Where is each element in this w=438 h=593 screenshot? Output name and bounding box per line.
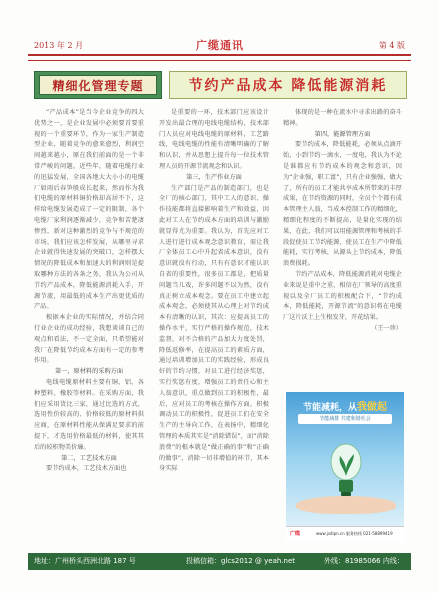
article-column-2 [159, 108, 269, 475]
energy-saving-ad [286, 392, 404, 542]
page-header [28, 36, 411, 56]
paragraph: 是重要的一环，技术部门应该设计开发出最合理的电线电缆结构，技术部门人员应对电线电缆的原材料，工艺路线，电线电缆的性能有清晰明确的了解和认识，并从思想上提升每一位技术管理人员的开源节流观念和认识。 [159, 109, 269, 170]
paragraph: 根据本企业的实际情况，并结合同行业企业的成功经验，我想谈谈自己的观点和看法，不一定全面，只希望能对我厂在降低节约成本方面有一定的参考作用。 [34, 314, 144, 365]
publication-title: 广缆通讯 [196, 39, 244, 52]
subheading: 第二，工艺技术方面 [61, 454, 117, 462]
article-headline [169, 71, 407, 99]
article-column-3 [283, 108, 402, 335]
paragraph: 要节约成本，降低能耗，必须从点滴开始，小到节约一滴水，一度电，我认为不论是谁都应有节约成本的观念和意识，因为“企业强，职工富”，只有企业强强，做大了，所有的员工才能共享成本所带来的丰厚成果，在节约资源的同时，全员个个都有成本管理主人翁，当成本控制工作的精细化，精细化程度的不断提高，是量化实现的结果，在此，我们可以用能源管理和考核的手段促使员工节约能源，使员工在生产中降低能耗，实行考核，从源头上节约成本，降低浪费损耗。 [283, 141, 402, 268]
ad-title-part: 节能减耗，从 [302, 403, 357, 413]
page-number: 第 4 版 [378, 41, 405, 50]
paragraph: 电线电缆原材料主要有铜、铝、各种塑料、橡胶等材料。在采购方面，我们应采用货比三家，通过比选的方式，选用性价较高的、价格较低的原材料供应商，在原材料性能从保满足要求的前提下，才选用价格最低的材料，使其其后的较积物美价廉。 [34, 378, 144, 451]
article-column-1 [34, 108, 144, 475]
subheading: 第一，原材料的采购方面 [54, 368, 124, 376]
paragraph: 体现的是一种在流水中寻求出路的奋斗精神。 [283, 109, 402, 127]
subheading: 第三，生产作业方面 [186, 173, 242, 181]
paragraph: 节约产品成本，降低能源消耗对电缆企业来说是重中之重，相信在厂领导的高度重视以及全厂员工的积极配合下，“节约成本，降低能耗，开源节流”的意识将在电缆厂这片沃土上生根发芽，开花结果。 [283, 270, 402, 322]
article-headline-text: 节约产品成本 降低能源消耗 [188, 78, 388, 94]
ad-slogan: 节能减排 共建和谐社会 [298, 414, 392, 424]
author-credit: （王一珍） [371, 324, 402, 332]
paragraph: “产品成本”是当今企业竞争的四大优势之一，是企业发展中必须要首要重视的一个重要环节，作为一家生产制造型企业，随着竞争的愈来愈烈，利润空间越来越小，原在我们前面的是一个非常严峻的问题。近些年，随着电缆行业的迅猛发展，全国各地大大小小的电缆厂如雨后春笋般成长起来，然而作为我们电缆的原材料铜价格却高居不下，这样给电缆发展造成了一定的限制，各个电缆厂家利润逐渐减少，竞争和苦楚凄惨烈，新对这种激烈的竞争与不规范的市场，我们应该怎样发展，从哪里寻求企业就得快速发展的突破口，怎样摆大情况的降低成本和加速大的利润则是提取哪种方法的各条之务，我认为公司从节约产品成本，降低能源消耗入手，开源节流，用最低的成本生产出更优质的产品。 [34, 109, 144, 311]
lightbulb-plant-icon [326, 440, 366, 500]
footer-email: 投稿信箱：glcs2012 @ yeah.net [186, 557, 296, 565]
section-banner-label: 精细化管理专题 [39, 75, 157, 95]
ad-url: www.jsdlpn.cn 服务热线 021-58899419 [316, 531, 393, 536]
footer-address: 地址：广州桥头西洲北路 187 号 [34, 557, 136, 565]
ad-brand: 广缆 [290, 531, 301, 537]
ad-title-highlight: 我做起 [357, 402, 387, 413]
hand-graphic [296, 496, 396, 514]
ad-footer [286, 526, 404, 542]
paragraph: 要节约成本，工艺技术方面也 [46, 465, 127, 473]
issue-date: 2013 年 2 月 [34, 41, 84, 50]
section-banner [34, 71, 162, 99]
ad-title [290, 398, 400, 413]
subheading: 第四，能源管理方面 [314, 130, 371, 138]
footer-phone: 外线：81985066 内线：2003 [324, 557, 404, 582]
page-footer [28, 553, 411, 582]
header-rule [28, 60, 411, 61]
paragraph: 生产部门是产品的制造部门，也是全厂的核心部门，其中工人的意识、操作技能都将直接影响着生产和效益，因此对工人在节约成本方面的培训与激励就显得尤为重要。我认为，首先应对工人进行进行成本观念意识教育，需让我厂全体员工心中升起省成本意识，没有意识就没有行动，只有有意识才能认识自省的重要性，很多员工都是，把质量问题当儿戏，许多问题不以为然，没有真正树立成本观念。要在员工中建立起成本观念，必须使其从心理上对节约成本有清晰的认识，其次：应提高员工的操作水平，实行严格的操作规范，技术监督，对不合格的产品加大力度处罚，降低返修率，在提高员工的素质方面，通过培训增加员工的实践经验，形成良好的节约习惯，对员工进行经济奖惩，实行奖惩有度，增强员工的责任心和主人翁意识，重点做到员工的积极性，最后，应对员工的考核在操作方面，积极调动员工的积极性，促进员工们在安全生产的主导向工作，在表扬中，精细化管理的本质其实是“消除错误”，而“消除浪费”的根本就是“做正确的事”和“正确的做事”，消除一切非增值的环节，其本身实际 [159, 184, 269, 473]
